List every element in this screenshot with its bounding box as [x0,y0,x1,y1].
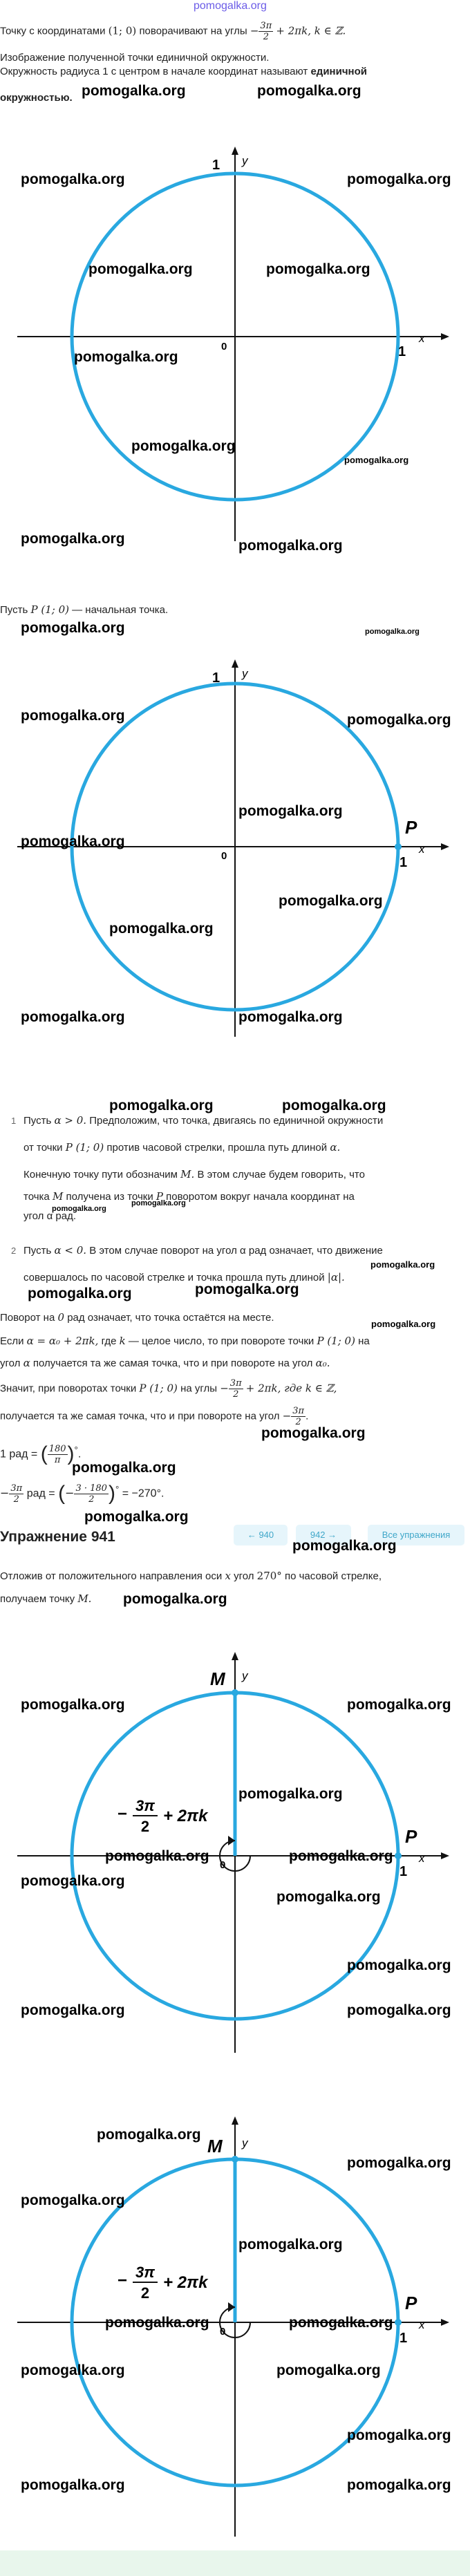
watermark: pomogalka.org [292,1538,397,1554]
watermark: pomogalka.org [347,2155,451,2171]
item2-line-2: совершалось по часовой стрелке и точка прошла путь длиной |α|. [24,1271,345,1284]
watermark: pomogalka.org [266,261,370,277]
watermark: pomogalka.org [370,1259,435,1270]
watermark: pomogalka.org [21,2002,125,2018]
watermark: pomogalka.org [52,1205,106,1213]
origin-label: 0 [221,850,227,862]
watermark: pomogalka.org [109,921,214,937]
watermark: pomogalka.org [21,1009,125,1025]
x-axis-label: x [419,843,425,856]
x-one-label: 1 [400,855,408,870]
watermark: pomogalka.org [21,708,125,724]
watermark: pomogalka.org [347,2427,451,2443]
watermark: pomogalka.org [279,893,383,909]
list-number-2: 2 [11,1245,17,1256]
y-axis-label: y [242,667,248,680]
unit-circle-diagram-1 [0,135,470,563]
watermark: pomogalka.org [257,83,361,99]
watermark: pomogalka.org [21,2192,125,2208]
watermark: pomogalka.org [347,712,451,728]
theory-line-4: окружностью. [0,92,73,104]
angle-label-sign: − [118,2271,128,2290]
watermark: pomogalka.org [21,2477,125,2493]
footer-bar [0,2550,470,2576]
watermark: pomogalka.org [123,1591,227,1607]
watermark: pomogalka.org [21,620,125,636]
origin-label: 0 [221,341,227,352]
x-one-label: 1 [400,2331,408,2346]
y-axis-label: y [242,2136,248,2150]
x-axis-arrow [441,843,449,850]
x-axis-arrow [441,1852,449,1859]
prev-exercise-button[interactable]: ← 940 [234,1525,288,1545]
item2-line-1: Пусть α < 0. В этом случае поворот на угол α рад означает, что движение [24,1244,383,1257]
watermark: pomogalka.org [347,1697,451,1713]
x-axis-label: x [419,2318,425,2331]
conclusion-line-2: получается та же самая точка, что и при повороте на угол − $\frac{3\pi}{2}$ . [0,1406,309,1427]
y-axis-label: y [242,154,248,167]
watermark: pomogalka.org [261,1425,366,1441]
watermark: pomogalka.org [105,2315,209,2331]
item1-line-4: точка M получена из точки P поворотом вокруг начала координат на [24,1190,355,1203]
watermark: pomogalka.org [88,261,193,277]
watermark: pomogalka.org [347,2002,451,2018]
angle-label-sign: − [118,1805,128,1823]
point-m-label: M [207,2136,223,2156]
angle-label-den: 2 [140,1818,150,1835]
watermark: pomogalka.org [238,1009,343,1025]
watermark: pomogalka.org [131,438,236,454]
all-exercises-button[interactable]: Все упражнения [368,1525,464,1545]
watermark: pomogalka.org [238,1786,343,1802]
watermark: pomogalka.org [365,628,420,636]
list-number-1: 1 [11,1116,17,1126]
watermark: pomogalka.org [371,1319,436,1329]
theory-line-1: Точку с координатами (1; 0) поворачивают на углы − $\frac{3\pi}{2}$ + 2πk, k ∈ ℤ. [0,21,346,42]
item1-line-2: от точки P (1; 0) против часовой стрелки, прошла путь длиной α. [24,1141,341,1154]
angle-label-den: 2 [140,2284,150,2302]
watermark: pomogalka.org [347,1957,451,1973]
watermark: pomogalka.org [21,1697,125,1713]
x-one-label: 1 [400,1864,408,1879]
watermark: pomogalka.org [276,2362,381,2378]
item1-line-3: Конечную точку пути обозначим M. В этом случае будем говорить, что [24,1168,365,1181]
x-axis-label: x [419,332,425,345]
point-m-label: M [210,1668,225,1689]
angle-label-tail: + 2πk [163,1807,208,1825]
start-point-text: Пусть P (1; 0) — начальная точка. [0,603,169,616]
watermark: pomogalka.org [74,349,178,365]
origin-label: 0 [220,2326,226,2338]
zero-rotation-text: Поворот на 0 рад означает, что точка остаётся на месте. [0,1311,274,1324]
watermark: pomogalka.org [344,455,409,465]
watermark: pomogalka.org [238,2237,343,2253]
exercise-title: Упражнение 941 [0,1529,115,1545]
watermark: pomogalka.org [276,1889,381,1905]
site-link[interactable]: pomogalka.org [194,0,267,12]
y-one-label: 1 [212,158,220,173]
watermark: pomogalka.org [82,83,186,99]
watermark: pomogalka.org [21,531,125,547]
watermark: pomogalka.org [347,2477,451,2493]
theory-line-3: Окружность радиуса 1 с центром в начале координат называют единичной [0,66,367,77]
next-exercise-button[interactable]: 942 → [296,1525,351,1545]
watermark: pomogalka.org [289,1848,393,1864]
angle-label-num: 3π [135,2264,155,2281]
x-one-label: 1 [398,344,406,359]
watermark: pomogalka.org [21,834,125,849]
exercise-text-1: Отложив от положительного направления оси x угол 270° по часовой стрелке, [0,1570,382,1582]
watermark: pomogalka.org [238,803,343,819]
periodicity-line-1: Если α = α₀ + 2πk, где k — целое число, то при повороте точки P (1; 0) на [0,1335,370,1347]
watermark: pomogalka.org [105,1848,209,1864]
point-p-marker [395,2319,402,2326]
item1-line-5: угол α рад. [24,1210,77,1222]
point-m-marker [232,1689,238,1696]
x-axis-arrow [441,333,449,340]
watermark: pomogalka.org [289,2315,393,2331]
watermark: pomogalka.org [282,1098,386,1113]
watermark: pomogalka.org [21,2362,125,2378]
periodicity-line-2: угол α получается та же самая точка, что и при повороте на угол α₀. [0,1357,330,1369]
angle-label-num: 3π [135,1797,155,1814]
point-p-marker [395,1852,402,1859]
origin-label: 0 [220,1859,226,1871]
point-p-marker [395,843,402,850]
x-axis-label: x [419,1852,425,1865]
watermark: pomogalka.org [84,1509,189,1525]
point-p-label: P [405,1826,417,1847]
watermark: pomogalka.org [195,1281,299,1297]
y-axis-label: y [242,1669,248,1682]
watermark: pomogalka.org [347,171,451,187]
item1-line-1: Пусть α > 0. Предположим, что точка, двигаясь по единичной окружности [24,1114,384,1127]
x-axis-arrow [441,2319,449,2326]
y-axis-arrow [232,659,238,668]
point-p-label: P [405,817,417,838]
radian-formula: 1 рад = ( $\frac{180}{\pi}$ )°. [0,1442,82,1466]
conclusion-line-1: Значит, при поворотах точки P (1; 0) на углы − $\frac{3\pi}{2}$ + 2πk, где k ∈ ℤ, [0,1378,337,1400]
watermark: pomogalka.org [109,1098,214,1113]
y-axis-arrow [232,1652,238,1660]
theory-line-2: Изображение полученной точки единичной окружности. [0,52,270,64]
angle-label-tail: + 2πk [163,2273,208,2292]
watermark: pomogalka.org [21,1873,125,1889]
watermark: pomogalka.org [72,1460,176,1476]
y-axis-arrow [232,2116,238,2125]
watermark: pomogalka.org [28,1286,132,1301]
point-p-label: P [405,2293,417,2313]
y-axis-arrow [232,147,238,155]
point-m-marker [232,2156,238,2163]
watermark: pomogalka.org [97,2127,201,2143]
exercise-text-2: получаем точку M. [0,1592,92,1605]
watermark: pomogalka.org [21,171,125,187]
watermark: pomogalka.org [131,1199,186,1207]
y-one-label: 1 [212,670,220,686]
conversion-formula: − $\frac{3\pi}{2}$ рад = (− $\frac{3 \cdot 180}{2}$ )° = −270°. [0,1482,164,1505]
watermark: pomogalka.org [238,538,343,554]
